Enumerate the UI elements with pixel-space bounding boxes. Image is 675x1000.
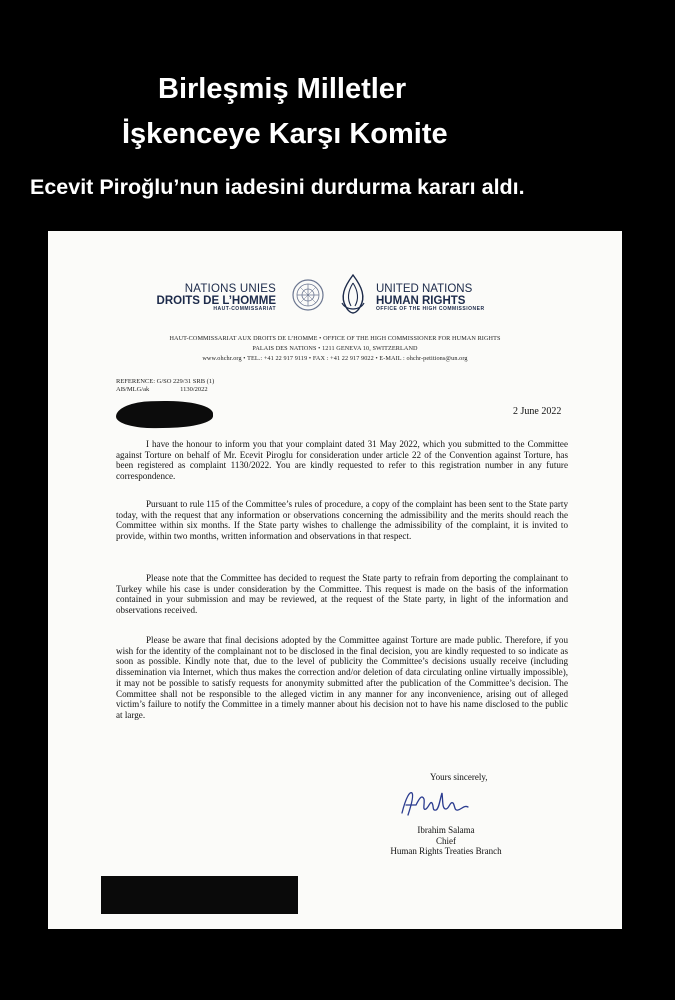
letterhead-fr-line1: NATIONS UNIES xyxy=(184,283,276,295)
redaction-box xyxy=(101,876,298,914)
letter-date: 2 June 2022 xyxy=(513,406,562,417)
office-line: HAUT-COMMISSARIAT AUX DROITS DE L’HOMME • OFFICE OF THE HIGH COMMISSIONER FOR HUMAN RIGHTS xyxy=(169,335,501,342)
address-line: PALAIS DES NATIONS • 1211 GENEVA 10, SWITZERLAND xyxy=(252,345,418,352)
paragraph-1: I have the honour to inform you that your complaint dated 31 May 2022, which you submitted to the Committee against Torture on behalf of Mr. Ecevit Piroglu for consideration under article 22 of the Convention against Torture, has been registered as complaint 1130/2022. You are kindly requested to refer to this registration number in any future correspondence. xyxy=(116,439,568,482)
letterhead-en-line2: HUMAN RIGHTS xyxy=(376,295,466,308)
reference-block xyxy=(116,378,214,394)
letterhead-french xyxy=(157,283,276,312)
reference-line-2: AB/MLG/ak 1130/2022 xyxy=(116,386,208,394)
redacted-recipient xyxy=(116,400,213,429)
reference-line-1: REFERENCE: G/SO 229/31 SRB (1) xyxy=(116,378,215,385)
signer-name: Ibrahim Salama xyxy=(417,825,475,835)
letterhead-fr-line3: HAUT-COMMISSARIAT xyxy=(213,306,276,313)
paragraph-4: Please be aware that final decisions adopted by the Committee against Torture are made public. Therefore, if you wish for the identity of the complainant not to be disclosed in the final decision, you are kindly requested to so indicate as soon as possible. Kindly note that, due to the level of publicity the Committee’s decisions usually receive (including dissemination via Internet, which thus makes the correction and/or deletion of data circulating online virtually impossible), it may not be possible to satisfy requests for anonymity submitted after the publication of the Committee’s decision. The Committee shall not be responsible to the alleged victim in any manner for any inconvenience, arising out of alleged victim’s failure to notify the Committee in a timely manner about his decision not to have his name disclosed to the public at large. xyxy=(116,635,568,720)
letter-document xyxy=(48,231,622,929)
signature xyxy=(398,787,478,821)
letterhead-en-line1: UNITED NATIONS xyxy=(376,283,473,295)
paragraph-2: Pursuant to rule 115 of the Committee’s rules of procedure, a copy of the complaint has been sent to the State party today, with the request that any information or observations concerning the admissibility and the merits should reach the Committee within six months. If the State party wishes to challenge the admissibility of the complaint, it is invited to provide, within two months, written information and observations in that respect. xyxy=(116,499,568,542)
contact-line: www.ohchr.org • TEL.: +41 22 917 9119 • FAX : +41 22 917 9022 • E-MAIL : ohchr-petitions@un.org xyxy=(202,355,468,362)
letterhead-en-line3: OFFICE OF THE HIGH COMMISSIONER xyxy=(376,306,485,313)
signer-branch: Human Rights Treaties Branch xyxy=(390,846,502,857)
human-rights-flame-icon xyxy=(334,273,372,317)
signer-title: Chief xyxy=(436,835,456,846)
letterhead-fr-line2: DROITS DE L’HOMME xyxy=(156,295,276,308)
letterhead-english xyxy=(376,283,485,312)
headline-line-3: Ecevit Piroğlu’nun iadesini durdurma kararı aldı. xyxy=(30,175,525,199)
closing-salutation: Yours sincerely, xyxy=(430,772,488,782)
headline-line-1: Birleşmiş Milletler xyxy=(158,73,407,105)
un-emblem-icon xyxy=(291,278,325,312)
paragraph-3: Please note that the Committee has decided to request the State party to refrain from deporting the complainant to Turkey while his case is under consideration by the Committee. This request is made on the basis of the information contained in your submission and may be reviewed, at the request of the State party, in light of the information and observations received. xyxy=(116,573,568,616)
headline-line-2: İşkenceye Karşı Komite xyxy=(122,118,448,150)
signer-block xyxy=(376,825,516,857)
